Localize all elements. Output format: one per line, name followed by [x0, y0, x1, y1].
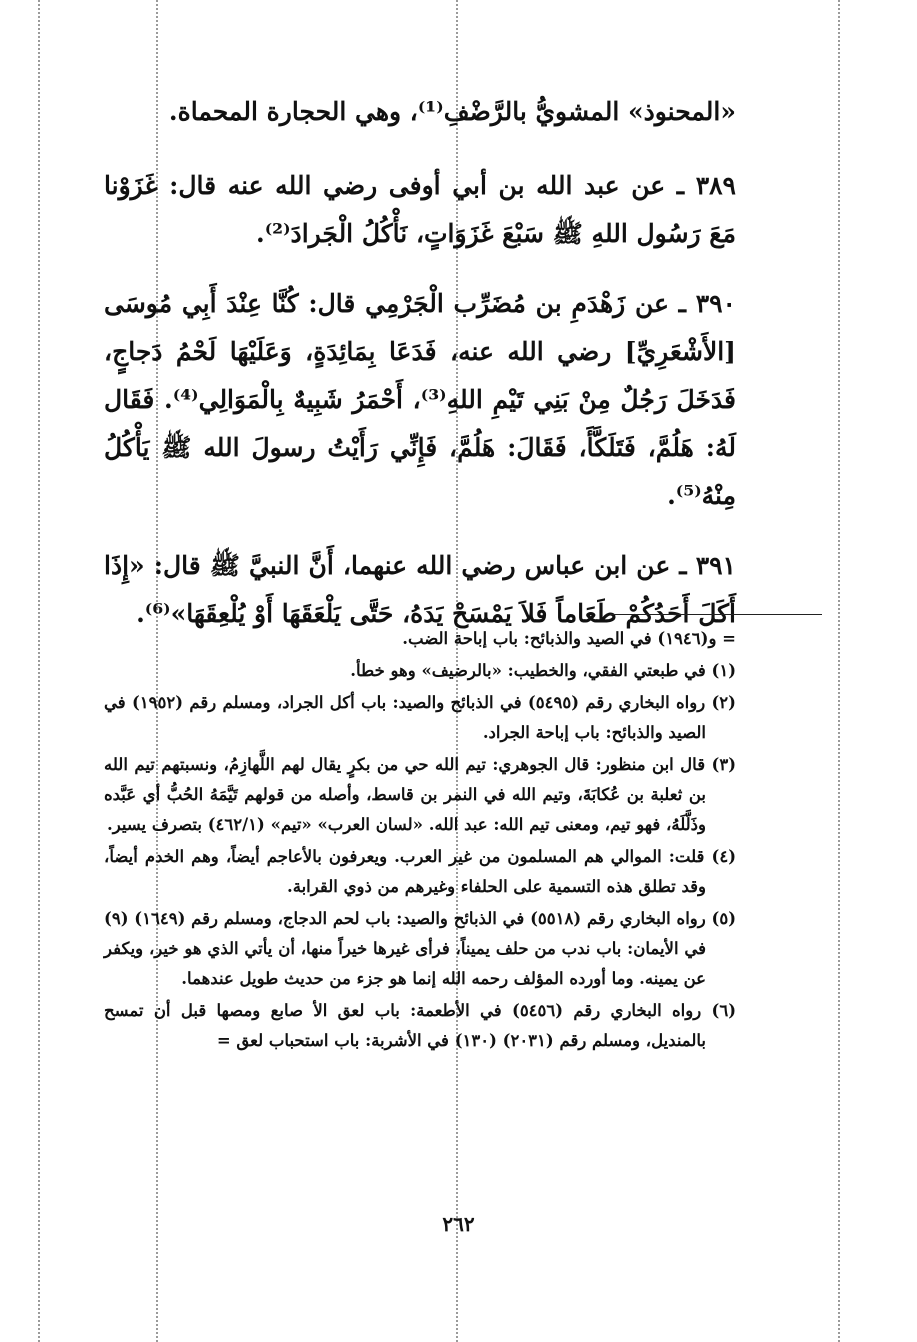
scan-guide-line — [838, 0, 840, 1342]
main-paragraph: «المحنوذ» المشويُّ بالرَّضْفِ⁽¹⁾، وهي الحجارة المحماة. — [168, 97, 736, 126]
hadith-390: ٣٩٠ ـ عن زَهْدَمِ بن مُضَرِّب الْجَرْمِي قال: كُنَّا عِنْدَ أَبِي مُوسَى [الأَشْعَرِيِّ] رضي الله عنه، فَدَعَا بِمَائِدَةٍ، وَعَلَيْهَا لَحْمُ دَجاجٍ، فَدَخَلَ رَجُلٌ مِنْ بَنِي تَيْمِ اللهِ⁽³⁾، أَحْمَرُ شَبِيهٌ بِالْمَوَالِي⁽⁴⁾. فَقَال لَهُ: هَلُمَّ، فَتَلَكَّأَ، فَقَالَ: هَلُمَّ، فَإِنِّي رَأَيْتُ رسولَ الله ﷺ يَأْكُلُ مِنْهُ⁽⁵⁾. — [104, 289, 737, 510]
footnote-2: (٢) رواه البخاري رقم (٥٤٩٥) في الذبائح والصيد: باب أكل الجراد، ومسلم رقم (١٩٥٢) في الصيد والذبائح: باب إباحة الجراد. — [104, 693, 736, 742]
scan-guide-line — [38, 0, 40, 1342]
page-number: ٢٦٢ — [442, 1212, 475, 1236]
hadith-391: ٣٩١ ـ عن ابن عباس رضي الله عنهما، أَنَّ النبيَّ ﷺ قال: «إِذَا أَكَلَ أَحَدُكُمْ طَعَاماً فَلاَ يَمْسَحْ يَدَهُ، حَتَّى يَلْعَقَهَا أَوْ يُلْعِقَهَا»⁽⁶⁾. — [104, 551, 736, 628]
footnote-3: (٣) قال ابن منظور: قال الجوهري: تيم الله حي من بكرٍ يقال لهم اللَّهازِمُ، ونسبتهم تيم الله بن ثعلبة بن عُكابَةَ، وتيم الله في النمر بن قاسط، وأصله من قولهم تَيَّمَهُ الحُبُّ أي عَبَّده وذَلَّلَهُ، فهو تيم، ومعنى تيم الله: عبد الله. «لسان العرب» «تيم» (٤٦٢/١) بتصرف يسير. — [104, 755, 736, 834]
footnote-5: (٥) رواه البخاري رقم (٥٥١٨) في الذبائح والصيد: باب لحم الدجاج، ومسلم رقم (١٦٤٩) (٩) في الأيمان: باب ندب من حلف يميناً، فرأى غيرها خيراً منها، أن يأتي الذي هو خير، ويكفر عن يمينه. وما أورده المؤلف رحمه الله إنما هو جزء من حديث طويل عندهما. — [104, 909, 737, 988]
hadith-389: ٣٨٩ ـ عن عبد الله بن أبي أوفى رضي الله عنه قال: غَزَوْنا مَعَ رَسُول اللهِ ﷺ سَبْعَ غَزَوَاتٍ، نَأْكُلُ الْجَرادَ⁽²⁾. — [104, 171, 736, 248]
footnote-4: (٤) قلت: الموالي هم المسلمون من غير العرب. ويعرفون بالأعاجم أيضاً، وهم الخدم أيضاً، وقد تطلق هذه التسمية على الحلفاء وغيرهم من ذوي القرابة. — [104, 847, 736, 896]
footnote-separator — [610, 614, 822, 615]
footnotes — [104, 624, 736, 1058]
footnote-continuation: = و(١٩٤٦) في الصيد والذبائح: باب إباحة الضب. — [402, 629, 736, 648]
footnote-1: (١) في طبعتي الفقي، والخطيب: «بالرضيف» وهو خطأ. — [350, 661, 736, 680]
main-text — [104, 88, 736, 660]
footnote-6: (٦) رواه البخاري رقم (٥٤٥٦) في الأطعمة: باب لعق الأ صابع ومصها قبل أن تمسح بالمنديل، ومسلم رقم (٢٠٣١) (١٣٠) في الأشربة: باب استحباب لعق = — [104, 1001, 736, 1050]
